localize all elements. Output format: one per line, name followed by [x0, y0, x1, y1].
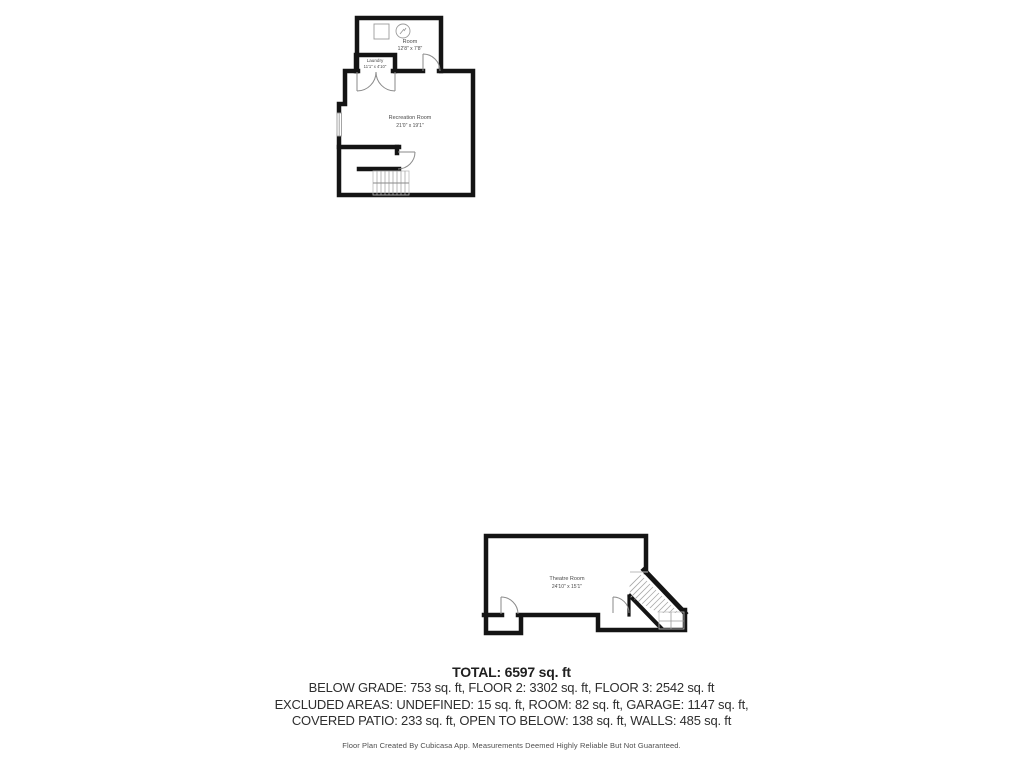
- room-label: Room: [402, 39, 418, 45]
- door-icons-lower: [501, 597, 629, 614]
- recreation-room-label: Recreation Room: [388, 115, 432, 121]
- window-icon: [337, 113, 342, 136]
- lower-floor-plan: [480, 530, 695, 645]
- light-fixture-mark: [400, 28, 406, 34]
- door-icon-theatre-stairs: [613, 597, 629, 613]
- upper-floor-plan: [325, 8, 485, 208]
- excluded-areas-line2: COVERED PATIO: 233 sq. ft, OPEN TO BELOW: 138 sq. ft, WALLS: 485 sq. ft: [291, 713, 732, 729]
- laundry-label: Laundry: [366, 58, 384, 63]
- room-fixtures: [374, 24, 410, 39]
- area-summary: [0, 664, 1023, 730]
- room-dims: 12'8" x 7'8": [397, 46, 423, 52]
- stairs-icon-upper: [373, 171, 409, 195]
- door-icon-room: [423, 54, 440, 71]
- lower-plan-walls: [484, 536, 685, 633]
- stair-landing-icon: [659, 612, 684, 629]
- laundry-dims: 11'1" x 4'10": [363, 64, 387, 69]
- theatre-room-label: Theatre Room: [549, 576, 585, 582]
- door-icon-theatre-left: [501, 597, 518, 614]
- recreation-room-dims: 21'0" x 19'1": [396, 123, 424, 129]
- excluded-areas-line: EXCLUDED AREAS: UNDEFINED: 15 sq. ft, ROOM: 82 sq. ft, GARAGE: 1147 sq. ft,: [274, 696, 749, 712]
- door-icon-closet: [398, 152, 415, 169]
- door-icon-laundry-right: [376, 72, 395, 91]
- total-area-line: TOTAL: 6597 sq. ft: [452, 664, 571, 680]
- door-icon-laundry-left: [357, 72, 376, 91]
- floors-area-line: BELOW GRADE: 753 sq. ft, FLOOR 2: 3302 sq. ft, FLOOR 3: 2542 sq. ft: [308, 680, 715, 696]
- furniture-icon: [374, 24, 389, 39]
- disclaimer-text: Floor Plan Created By Cubicasa App. Measurements Deemed Highly Reliable But Not Guaranteed.: [342, 741, 681, 750]
- theatre-room-dims: 24'10" x 15'1": [551, 584, 583, 590]
- light-fixture-icon: [396, 24, 410, 38]
